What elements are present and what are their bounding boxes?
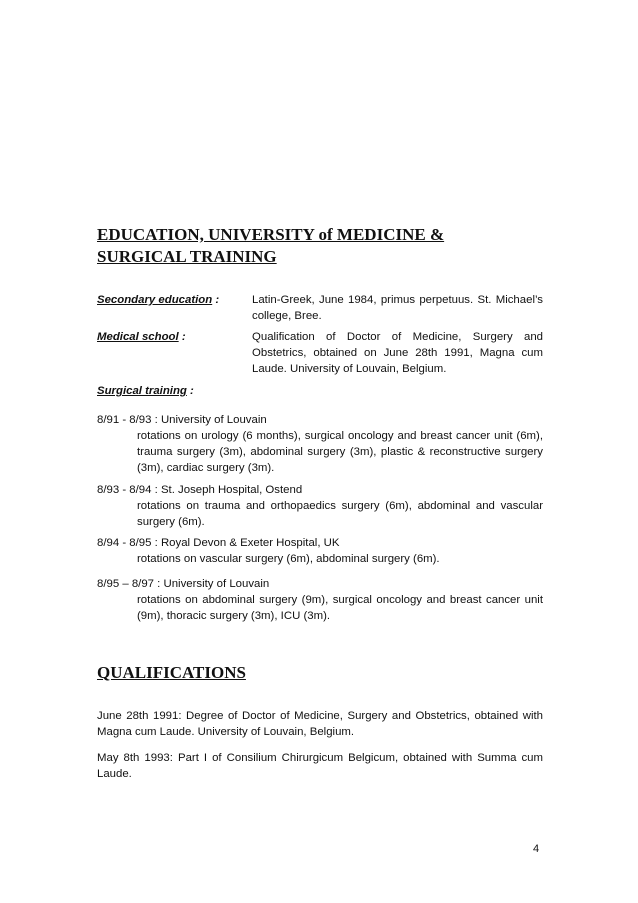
page-number: 4	[533, 843, 540, 855]
training-entry-ostend	[97, 482, 543, 530]
qualifications-heading: QUALIFICATIONS	[97, 663, 246, 682]
training-entry-louvain-2	[97, 576, 543, 624]
training-entry-body: rotations on vascular surgery (6m), abdominal surgery (6m).	[137, 553, 440, 565]
training-entry-head: 8/95 – 8/97 : University of Louvain	[97, 578, 270, 590]
qualification-item-ccb: May 8th 1993: Part I of Consilium Chirurgicum Belgicum, obtained with Summa cum Laude.	[97, 752, 543, 780]
medical-school-label: Medical school :	[97, 331, 186, 343]
secondary-education-label: Secondary education :	[97, 294, 220, 306]
medical-school-value: Qualification of Doctor of Medicine, Surgery and Obstetrics, obtained on June 28th 1991, Magna cum Laude. University of Louvain, Belgium.	[252, 331, 543, 375]
training-entry-head: 8/93 - 8/94 : St. Joseph Hospital, Ostend	[97, 484, 303, 496]
education-heading	[97, 224, 557, 268]
training-entry-louvain-1	[97, 412, 543, 476]
training-entry-body: rotations on trauma and orthopaedics surgery (6m), abdominal and vascular surgery (6m).	[137, 500, 543, 528]
training-entry-exeter	[97, 535, 543, 567]
training-entry-head: 8/91 - 8/93 : University of Louvain	[97, 414, 267, 426]
secondary-education-value: Latin-Greek, June 1984, primus perpetuus. St. Michael’s college, Bree.	[252, 294, 543, 322]
education-heading-line2: SURGICAL TRAINING	[97, 247, 277, 266]
training-entry-head: 8/94 - 8/95 : Royal Devon & Exeter Hospital, UK	[97, 537, 340, 549]
qualification-item-md: June 28th 1991: Degree of Doctor of Medicine, Surgery and Obstetrics, obtained with Magna cum Laude. University of Louvain, Belgium.	[97, 710, 543, 738]
training-entry-body: rotations on abdominal surgery (9m), surgical oncology and breast cancer unit (9m), thoracic surgery (3m), ICU (3m).	[137, 594, 543, 622]
education-heading-line1: EDUCATION, UNIVERSITY of MEDICINE &	[97, 225, 445, 244]
training-entry-body: rotations on urology (6 months), surgical oncology and breast cancer unit (6m), trauma surgery (3m), abdominal surgery (3m), plastic & reconstructive surgery (3m), cardiac surgery (3m).	[137, 430, 543, 474]
surgical-training-label: Surgical training :	[97, 385, 194, 397]
